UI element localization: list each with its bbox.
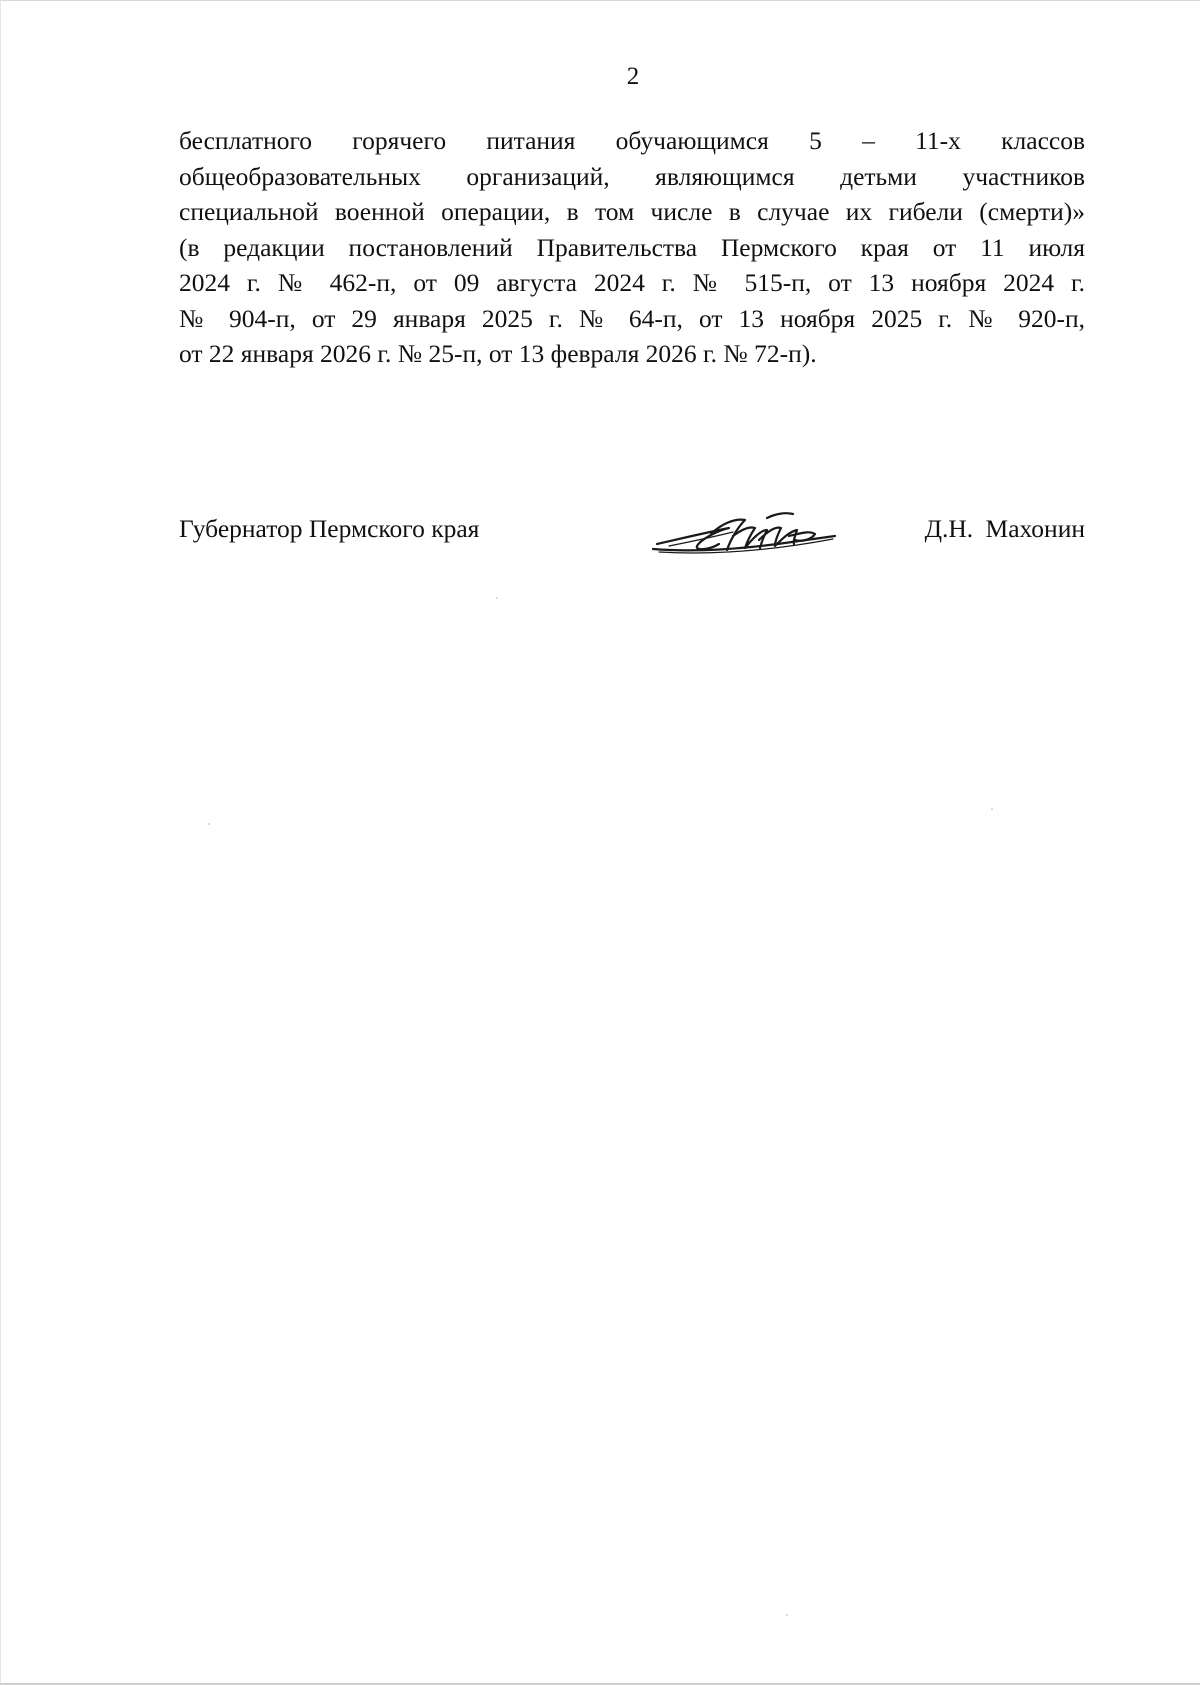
body-line-2: общеобразовательных организаций, являющимся детьми участников xyxy=(179,161,1085,191)
page-number: 2 xyxy=(626,63,640,90)
body-line-3: специальной военной операции, в том числе в случае их гибели (смерти)» xyxy=(179,197,1085,226)
body-text xyxy=(179,123,1085,372)
scan-speck xyxy=(208,823,210,825)
signer-title: Губернатор Пермского края xyxy=(179,514,480,543)
body-line-4: (в редакции постановлений Правительства Пермского края от 11 июля xyxy=(179,232,1085,262)
scan-speck xyxy=(991,808,993,810)
scan-speck xyxy=(496,597,498,599)
body-line-6: № 904-п, от 29 января 2025 г. № 64-п, от 13 ноября 2025 г. № 920-п, xyxy=(179,303,1085,333)
body-line-5: 2024 г. № 462-п, от 09 августа 2024 г. № 515-п, от 13 ноября 2024 г. xyxy=(179,268,1085,297)
body-line-7: от 22 января 2026 г. № 25-п, от 13 февраля 2026 г. № 72-п). xyxy=(179,339,817,368)
handwritten-signature-icon xyxy=(649,506,839,562)
body-line-1: бесплатного горячего питания обучающимся 5 – 11-х классов xyxy=(179,126,1085,155)
signature-block xyxy=(179,506,1085,566)
scan-speck xyxy=(786,1614,788,1616)
signer-name: Д.Н. Махонин xyxy=(924,514,1085,543)
